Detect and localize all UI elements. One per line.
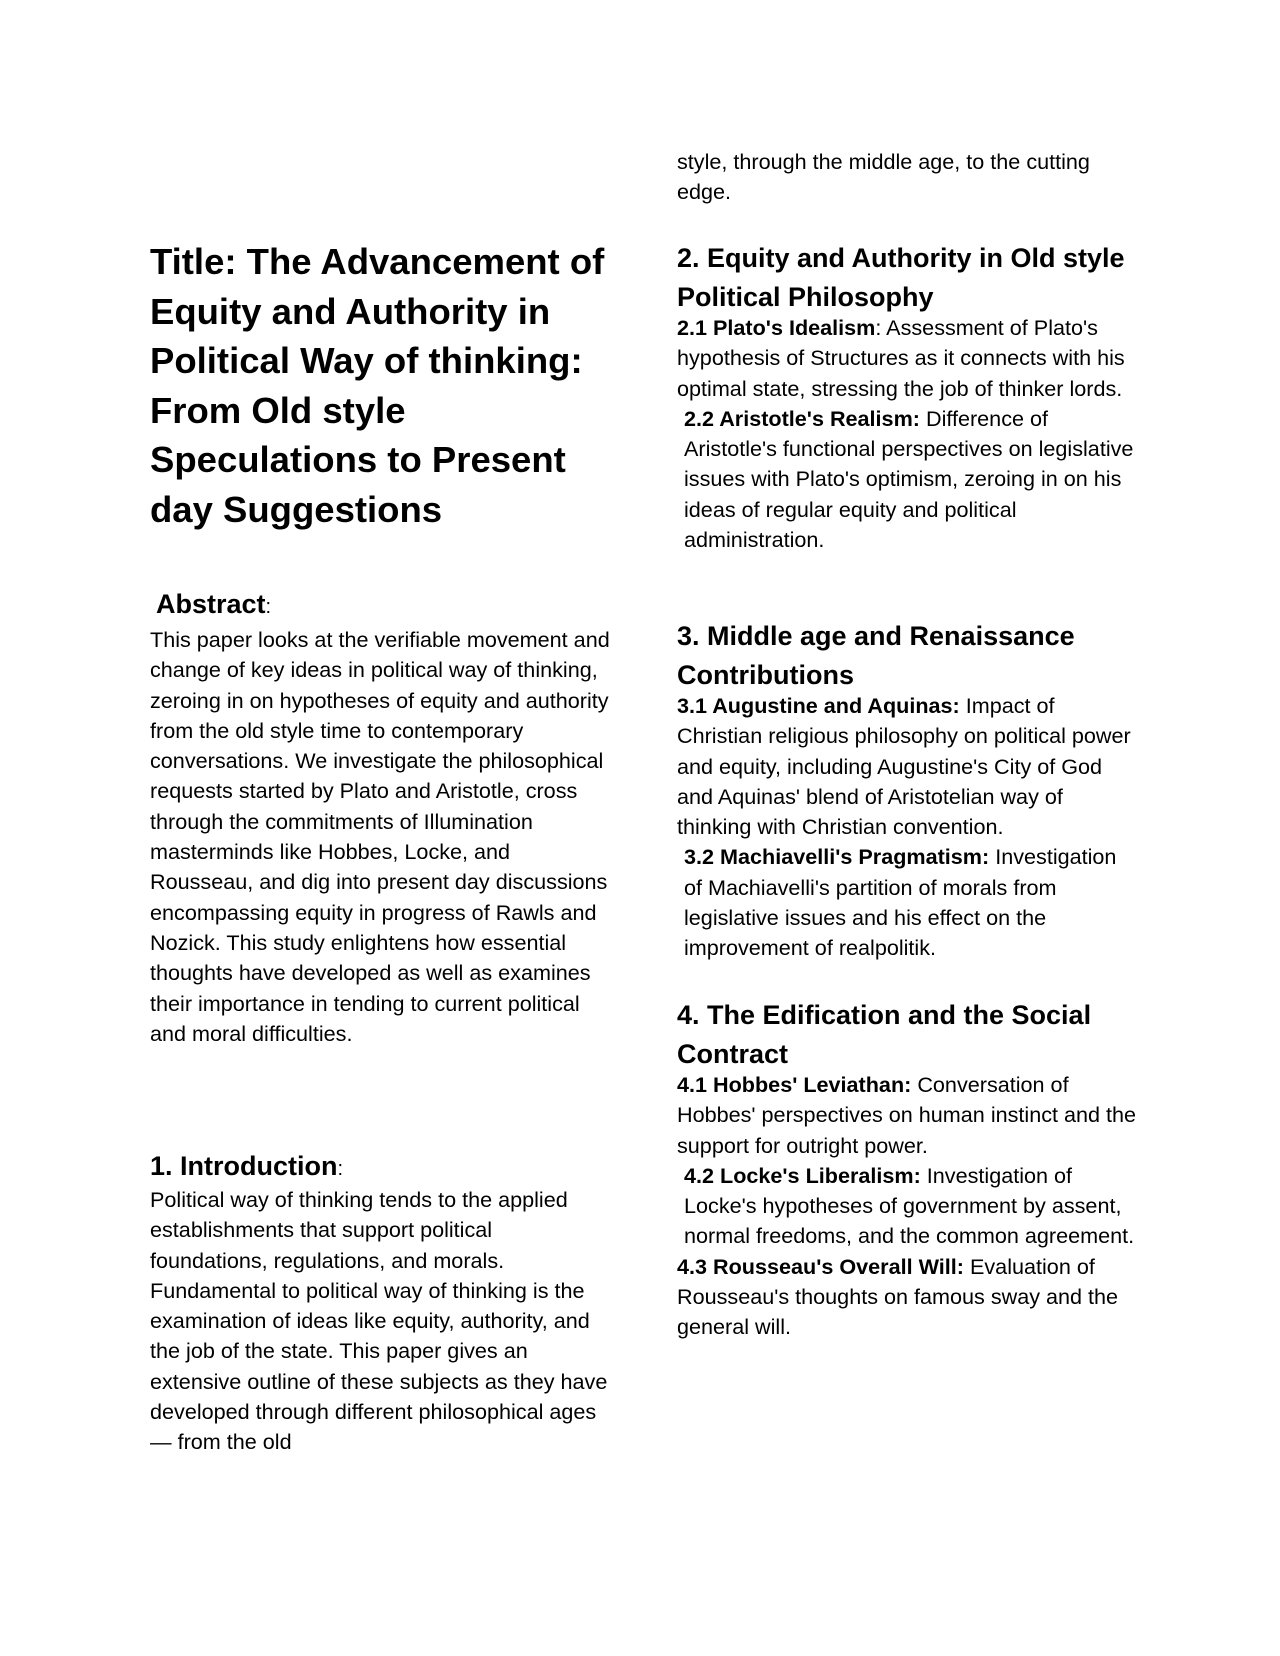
subsection-label: 3.1 Augustine and Aquinas: <box>677 693 960 718</box>
subsection-4-1 <box>677 1070 1137 1161</box>
introduction-heading <box>150 1150 343 1185</box>
subsection-text: : Assessment of Plato's hypothesis of Structures as it connects with his optimal state, stressing the job of thinker lords. <box>677 315 1125 401</box>
section-2-heading: 2. Equity and Authority in Old style Political Philosophy <box>677 243 1125 312</box>
introduction-heading-colon: : <box>337 1158 344 1180</box>
subsection-2-1 <box>677 313 1137 404</box>
subsection-text: Investigation of Machiavelli's partition of morals from legislative issues and his effect on the improvement of realpolitik. <box>684 844 1117 961</box>
subsection-2-2 <box>677 404 1137 555</box>
abstract-heading-colon: : <box>265 596 272 618</box>
subsection-label: 4.3 Rousseau's Overall Will: <box>677 1253 964 1279</box>
subsection-3-2 <box>677 842 1137 963</box>
abstract-heading <box>156 588 271 623</box>
introduction-body: Political way of thinking tends to the applied establishments that support political foundations, regulations, and morals. Fundamental to political way of thinking is the examination of ideas like equity, authority, and the job of the state. This paper gives an extensive outline of these subjects as they have developed through different philosophical ages — from the old <box>150 1187 608 1455</box>
subsection-text: Investigation of Locke's hypotheses of government by assent, normal freedoms, and the common agreement. <box>684 1162 1135 1249</box>
subsection-label: 4.1 Hobbes' Leviathan: <box>677 1072 912 1097</box>
subsection-text: Conversation of Hobbes' perspectives on human instinct and the support for outright power. <box>677 1072 1137 1158</box>
section-4-body <box>677 1070 1137 1343</box>
section-3-heading: 3. Middle age and Renaissance Contributions <box>677 621 1075 690</box>
subsection-text: Evaluation of Rousseau's thoughts on famous sway and the general will. <box>677 1253 1119 1340</box>
subsection-label: 3.2 Machiavelli's Pragmatism: <box>684 844 990 870</box>
subsection-3-1 <box>677 691 1137 842</box>
abstract-heading-text: Abstract <box>156 589 266 619</box>
subsection-label: 4.2 Locke's Liberalism: <box>684 1162 921 1188</box>
subsection-4-3 <box>677 1252 1137 1343</box>
section-2-body <box>677 313 1137 555</box>
abstract-body: This paper looks at the verifiable movement and change of key ideas in political way of thinking, zeroing in on hypotheses of equity and authority from the old style time to contemporary conversations. We investigate the philosophical requests started by Plato and Aristotle, cross through the commitments of Illumination masterminds like Hobbes, Locke, and Rousseau, and dig into present day discussions encompassing equity in progress of Rawls and Nozick. This study enlightens how essential thoughts have developed as well as examines their importance in tending to current political and moral difficulties. <box>150 627 610 1046</box>
section-4-heading: 4. The Edification and the Social Contract <box>677 1000 1092 1069</box>
subsection-4-2 <box>677 1161 1137 1252</box>
subsection-text: Difference of Aristotle's functional perspectives on legislative issues with Plato's optimism, zeroing in on his ideas of regular equity and political administration. <box>684 405 1134 553</box>
subsection-label: 2.2 Aristotle's Realism: <box>684 405 920 431</box>
subsection-label: 2.1 Plato's Idealism <box>677 315 876 340</box>
subsection-text: Impact of Christian religious philosophy on political power and equity, including Augustine's City of God and Aquinas' blend of Aristotelian way of thinking with Christian convention. <box>677 693 1131 840</box>
paper-title: Title: The Advancement of Equity and Authority in Political Way of thinking: From Old style Speculations to Present day Suggestions <box>150 241 605 530</box>
introduction-heading-text: 1. Introduction <box>150 1151 338 1181</box>
section-3-body <box>677 691 1137 964</box>
introduction-continuation: style, through the middle age, to the cutting edge. <box>677 149 1090 205</box>
